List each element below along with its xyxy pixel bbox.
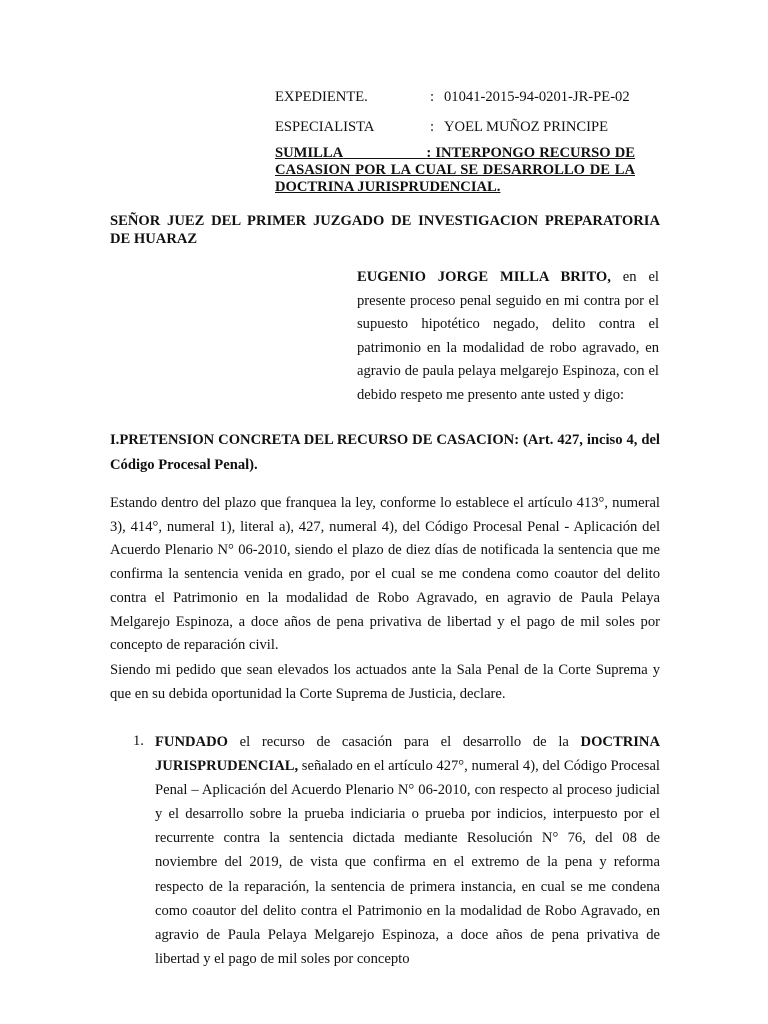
expediente-colon: : [430,89,435,105]
petitioner-name: EUGENIO JORGE MILLA BRITO, [357,269,611,285]
sumilla-text: : INTERPONGO RECURSO DE CASASION POR LA CUAL SE DESARROLLO DE LA DOCTRINA JURISPRUDENCIAL. [275,145,636,195]
intro-text: en el presente proceso penal seguido en mi contra por el supuesto hipotético negado, delito contra el patrimonio en la modalidad de robo agravado, en agravio de paula pelaya melgarejo Espinoza, con el debido respeto me presento ante usted y digo: [357,269,659,403]
expediente-value: 01041-2015-94-0201-JR-PE-02 [444,89,630,105]
list-item-text-1: el recurso de casación para el desarrollo de la [227,734,581,750]
list-item-bold-1: FUNDADO [155,734,228,750]
sumilla-label: SUMILLA [275,145,344,161]
intro-paragraph [357,266,659,407]
sumilla [275,145,635,196]
list-item-bold-2: DOCTRINA JURISPRUDENCIAL, [155,734,660,775]
paragraph-1: Estando dentro del plazo que franquea la ley, conforme lo establece el artículo 413°, numeral 3), 414°, numeral 1), literal a), 427, numeral 4), del Código Procesal Penal - Aplicación del Acuerdo Plenario N° 06-2010, siendo el plazo de diez días de notificada la sentencia que me confirma la sentencia venida en grado, por el cual se me condena como coautor del delito contra el Patrimonio en la modalidad de Robo Agravado, en agravio de Paula Pelaya Melgarejo Espinoza, a doce años de pena privativa de libertad y el pago de mil soles por concepto de reparación civil. [110,495,660,654]
list-item-number: 1. [133,733,144,749]
list-item-body [155,730,660,971]
addressee: SEÑOR JUEZ DEL PRIMER JUZGADO DE INVESTIGACION PREPARATORIA DE HUARAZ [110,213,660,247]
especialista-value: YOEL MUÑOZ PRINCIPE [444,119,609,135]
especialista-label: ESPECIALISTA [275,119,375,135]
expediente-label: EXPEDIENTE. [275,89,368,105]
list-item-text-2: señalado en el artículo 427°, numeral 4), del Código Procesal Penal – Aplicación del Acuerdo Plenario N° 06-2010, con respecto al proceso judicial y el desarrollo sobre la prueba indiciaria o prueba por indicios, interpuesto por el recurrente contra la sentencia dictada mediante Resolución N° 76, del 08 de noviembre del 2019, de vista que confirma en el extremo de la pena y reforma respecto de la reparación, la sentencia de primera instancia, en cual se me condena como coautor del delito contra el Patrimonio en la modalidad de Robo Agravado, en agravio de Paula Pelaya Melgarejo Espinoza, a doce años de pena privativa de libertad y el pago de mil soles por concepto [155,758,660,967]
section-title: I.PRETENSION CONCRETA DEL RECURSO DE CASACION: (Art. 427, inciso 4, del Código Procesal Penal). [110,432,660,473]
paragraph-2: Siendo mi pedido que sean elevados los actuados ante la Sala Penal de la Corte Suprema y que en su debida oportunidad la Corte Suprema de Justicia, declare. [110,662,660,702]
especialista-colon: : [430,119,435,135]
